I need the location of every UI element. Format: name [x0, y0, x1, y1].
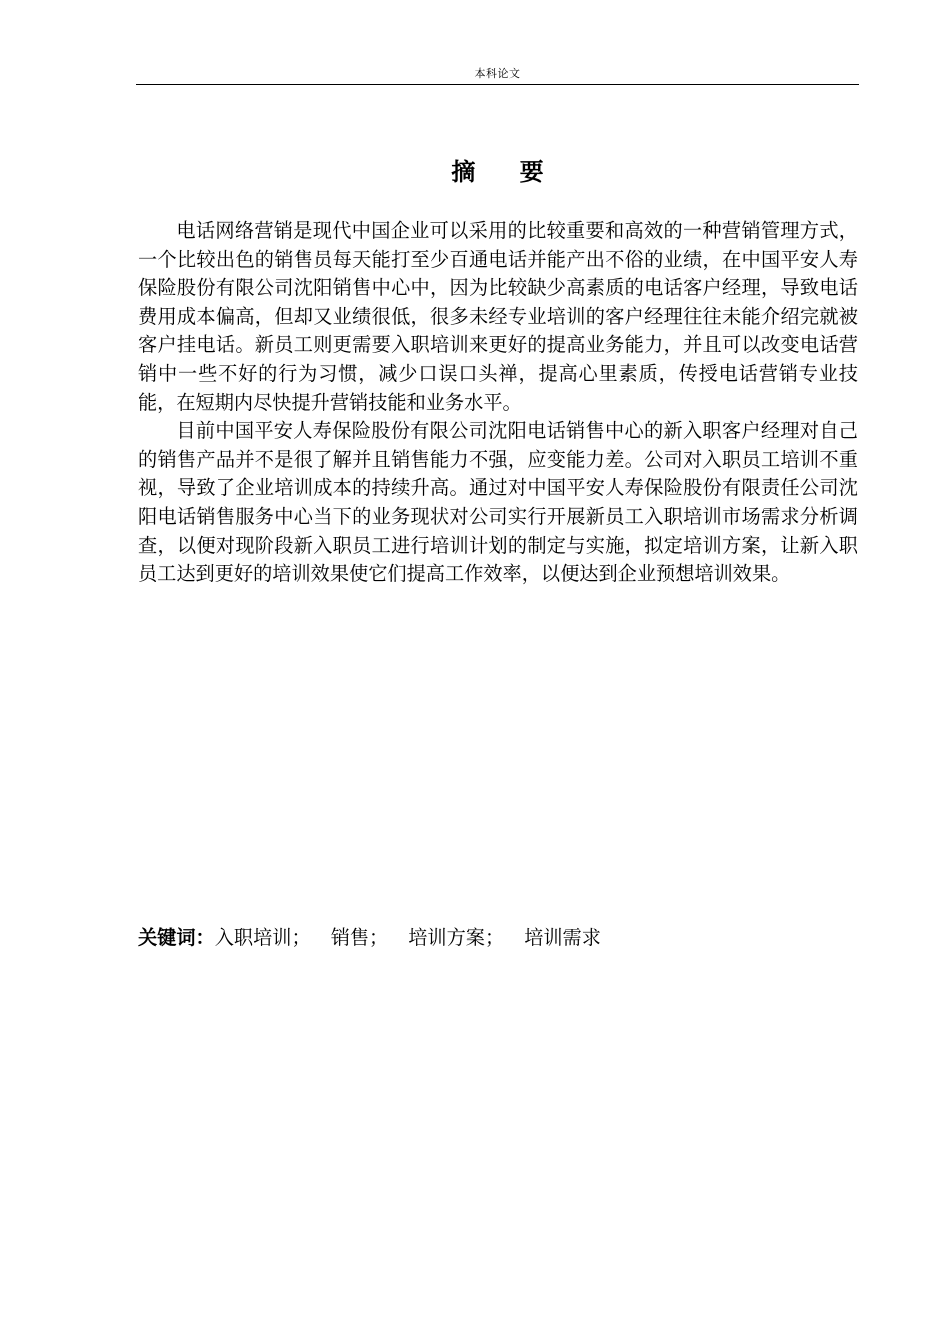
abstract-body [138, 217, 858, 589]
keyword-item: 销售； [330, 926, 389, 949]
abstract-title: 摘 要 [451, 158, 562, 186]
abstract-paragraph-2: 目前中国平安人寿保险股份有限公司沈阳电话销售中心的新入职客户经理对自己的销售产品并不是很了解并且销售能力不强，应变能力差。公司对入职员工培训不重视，导致了企业培训成本的持续升高。通过对中国平安人寿保险股份有限责任公司沈阳电话销售服务中心当下的业务现状对公司实行开展新员工入职培训市场需求分析调查，以便对现阶段新入职员工进行培训计划的制定与实施，拟定培训方案，让新入职员工达到更好的培训效果使它们提高工作效率，以便达到企业预想培训效果。 [138, 419, 858, 586]
keyword-item: 入职培训； [214, 926, 311, 949]
page-header [136, 62, 859, 85]
header-label: 本科论文 [474, 67, 521, 80]
keyword-item: 培训需求 [524, 926, 601, 949]
keyword-item: 培训方案； [408, 926, 505, 949]
keywords-label: 关键词： [138, 926, 215, 949]
keywords-line [138, 924, 858, 952]
abstract-paragraph-1: 电话网络营销是现代中国企业可以采用的比较重要和高效的一种营销管理方式，一个比较出色的销售员每天能打至少百通电话并能产出不俗的业绩，在中国平安人寿保险股份有限公司沈阳销售中心中，因为比较缺少高素质的电话客户经理，导致电话费用成本偏高，但却又业绩很低，很多未经专业培训的客户经理往往未能介绍完就被客户挂电话。新员工则更需要入职培训来更好的提高业务能力，并且可以改变电话营销中一些不好的行为习惯，减少口误口头禅，提高心里素质，传授电话营销专业技能，在短期内尽快提升营销技能和业务水平。 [138, 219, 858, 414]
